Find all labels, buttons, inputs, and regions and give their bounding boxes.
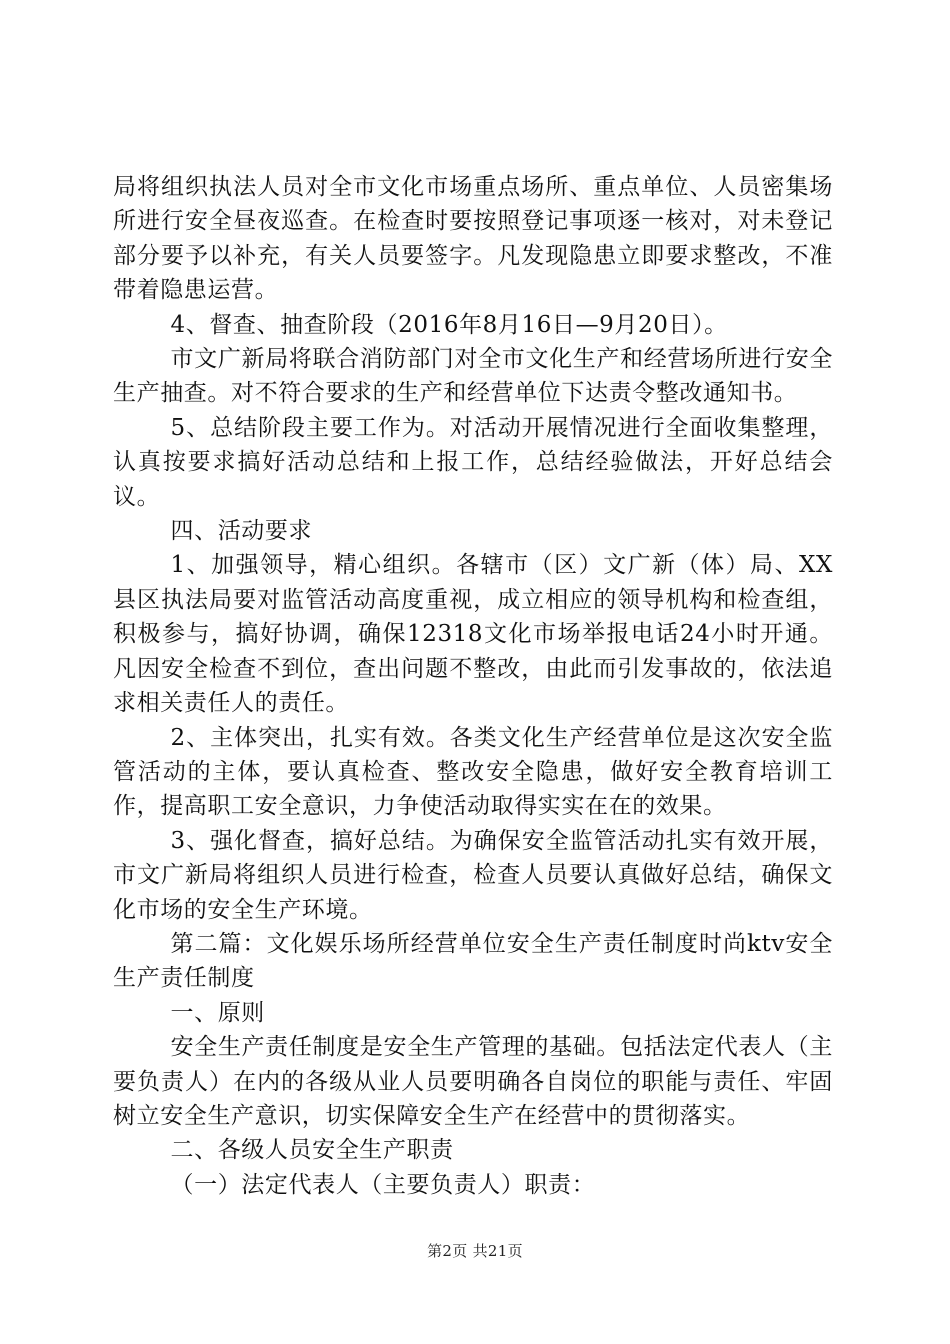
document-body [113, 170, 833, 1202]
page-number: 第2页 共21页 [427, 1242, 523, 1260]
paragraph-requirement-2: 2、主体突出，扎实有效。各类文化生产经营单位是这次安全监管活动的主体，要认真检查、整改安全隐患，做好安全教育培训工作，提高职工安全意识，力争使活动取得实实在在的效果。 [113, 724, 833, 820]
page-footer [0, 1240, 950, 1261]
paragraph-continuation: 局将组织执法人员对全市文化市场重点场所、重点单位、人员密集场所进行安全昼夜巡查。在检查时要按照登记事项逐一核对，对未登记部分要予以补充，有关人员要签字。凡发现隐患立即要求整改，不准带着隐患运营。 [113, 174, 833, 304]
paragraph-principle: 安全生产责任制度是安全生产管理的基础。包括法定代表人（主要负责人）在内的各级从业人员要明确各自岗位的职能与责任、牢固树立安全生产意识，切实保障安全生产在经营中的贯彻落实。 [113, 1034, 833, 1129]
paragraph-stage-4: 4、督查、抽查阶段（2016年8月16日—9月20日）。 [170, 311, 728, 338]
paragraph-stage-5: 5、总结阶段主要工作为。对活动开展情况进行全面收集整理，认真按要求搞好活动总结和上报工作，总结经验做法，开好总结会议。 [113, 414, 833, 510]
heading-legal-rep-duties: （一）法定代表人（主要负责人）职责： [170, 1171, 596, 1198]
heading-duties: 二、各级人员安全生产职责 [170, 1137, 454, 1164]
heading-activity-requirements: 四、活动要求 [170, 518, 313, 545]
paragraph-requirement-1: 1、加强领导，精心组织。各辖市（区）文广新（体）局、XX县区执法局要对监管活动高度重视，成立相应的领导机构和检查组，积极参与，搞好协调，确保12318文化市场举报电话24小时开通。凡因安全检查不到位，查出问题不整改，由此而引发事故的，依法追求相关责任人的责任。 [113, 552, 833, 717]
paragraph-requirement-3: 3、强化督查，搞好总结。为确保安全监管活动扎实有效开展，市文广新局将组织人员进行检查，检查人员要认真做好总结，确保文化市场的安全生产环境。 [113, 827, 833, 923]
heading-principle: 一、原则 [170, 999, 265, 1026]
paragraph-spot-check: 市文广新局将联合消防部门对全市文化生产和经营场所进行安全生产抽查。对不符合要求的生产和经营单位下达责令整改通知书。 [113, 346, 833, 407]
heading-part-two: 第二篇：文化娱乐场所经营单位安全生产责任制度时尚ktv安全生产责任制度 [113, 930, 833, 992]
